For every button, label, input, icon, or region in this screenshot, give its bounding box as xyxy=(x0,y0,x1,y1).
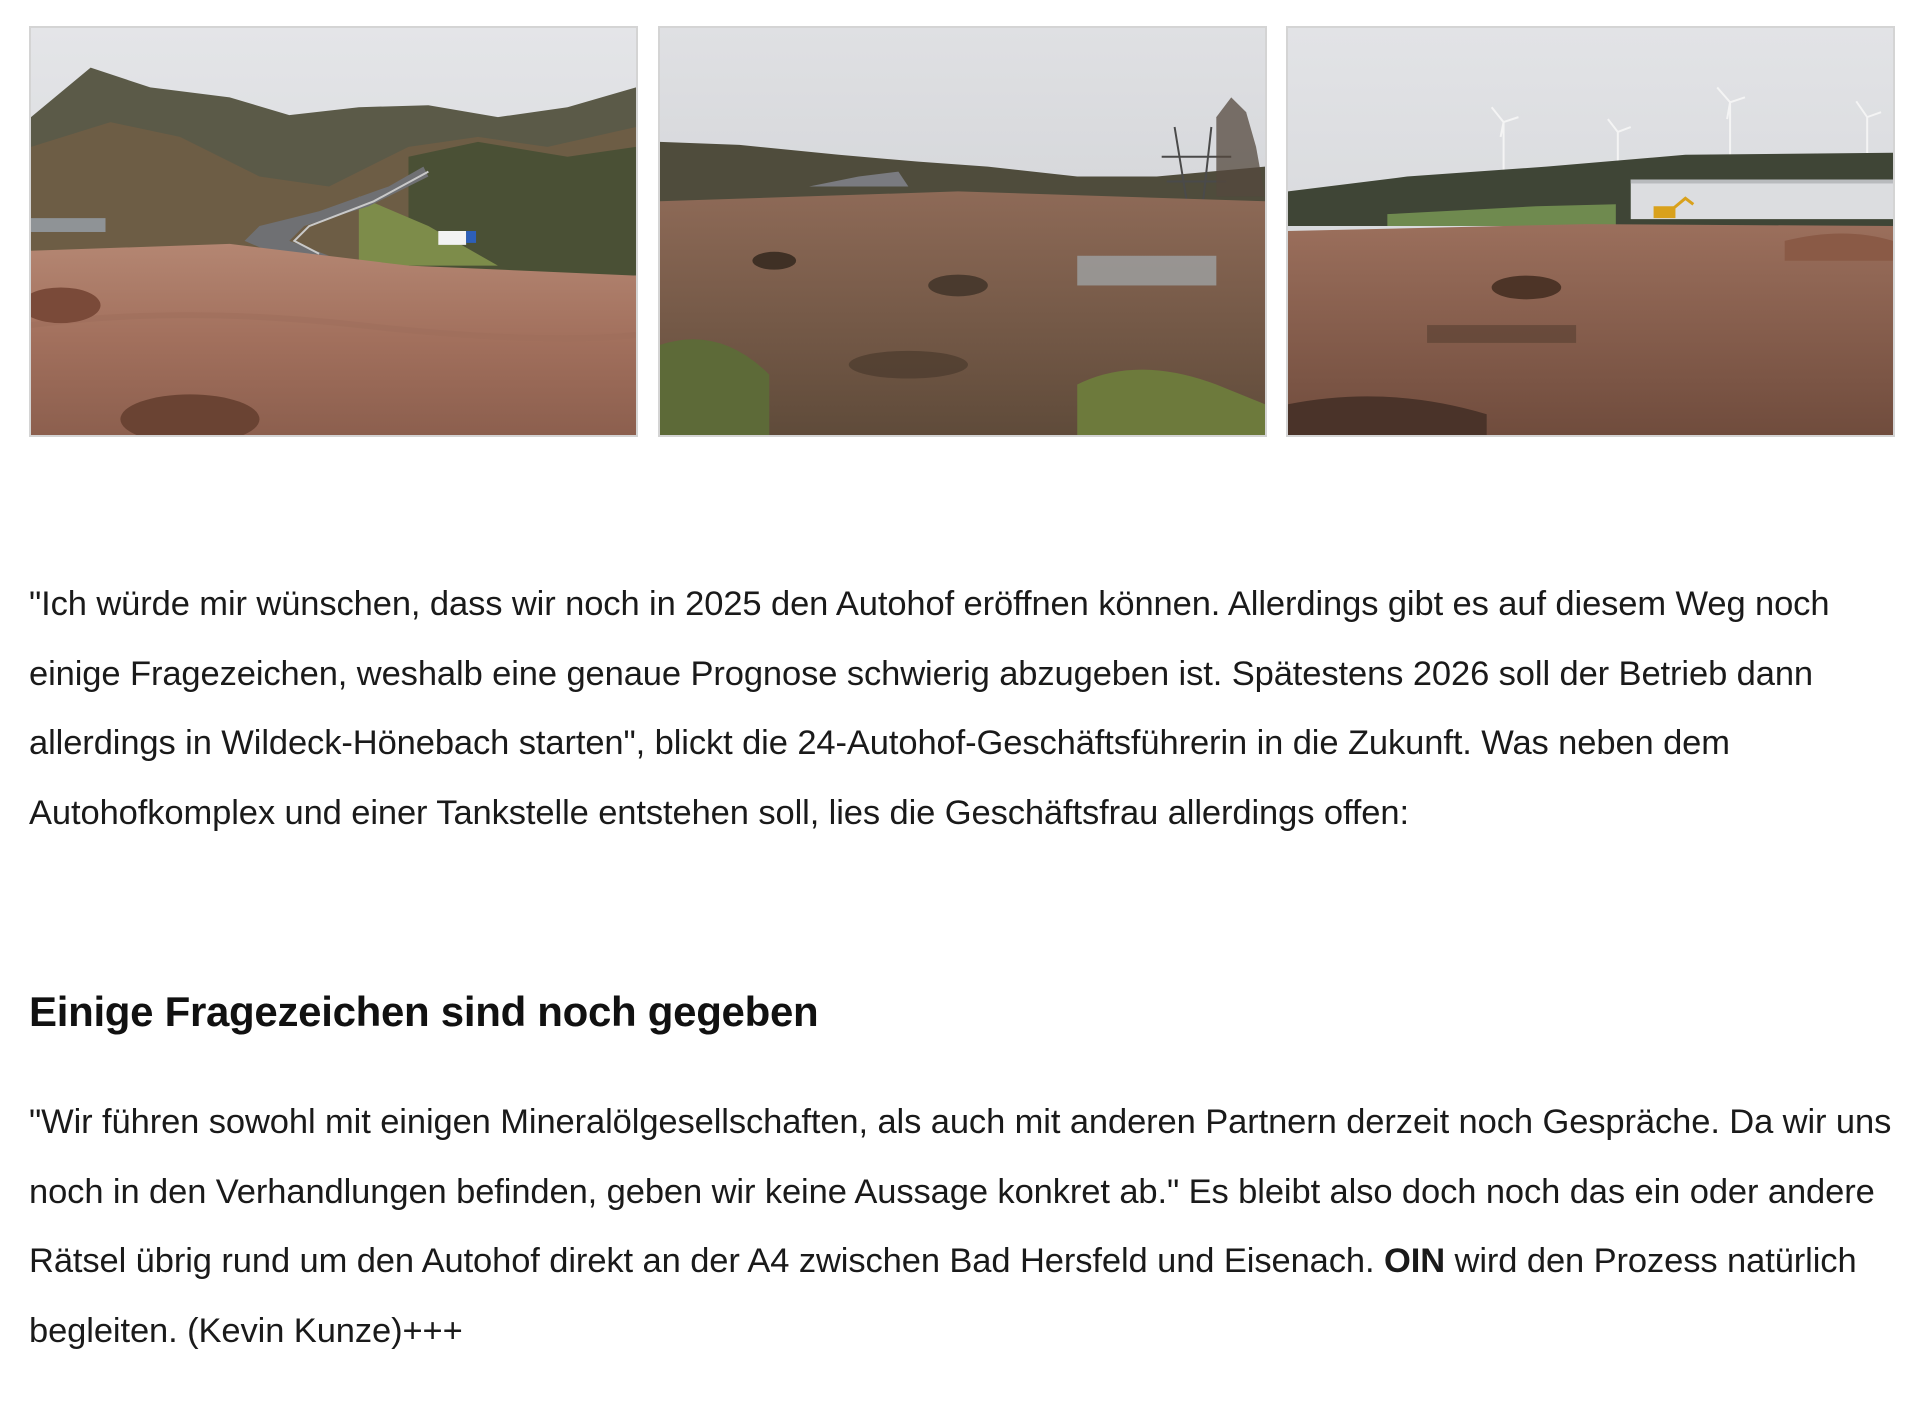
gallery-photo-3[interactable] xyxy=(1286,26,1895,437)
article-paragraph-2 xyxy=(29,1088,1909,1366)
gallery-photo-1[interactable] xyxy=(29,26,638,437)
photo-gallery xyxy=(29,26,1900,439)
brand-name: OIN xyxy=(1383,1242,1446,1280)
construction-site-highway-photo-icon xyxy=(31,28,636,435)
article-body xyxy=(29,570,1909,1350)
section-heading: Einige Fragezeichen sind noch gegeben xyxy=(29,988,819,1035)
paragraph-text: "Wir führen sowohl mit einigen Mineralölgesellschaften, als auch mit anderen Partnern derzeit noch Gespräche. Da wir uns noch in den Verhandlungen befinden, geben wir keine Aussage konkret ab." Es bleibt also doch noch das ein oder andere Rätsel übrig rund um den Autohof direkt an der A4 zwischen Bad Hersfeld und Eisenach. xyxy=(29,1103,1892,1280)
paragraph-text-end: wird den Prozess natürlich begleiten. (Kevin Kunze)+++ xyxy=(29,1242,1857,1350)
construction-site-warehouse-photo-icon xyxy=(1288,28,1893,435)
article-paragraph: "Ich würde mir wünschen, dass wir noch in 2025 den Autohof eröffnen können. Allerdings gibt es auf diesem Weg noch einige Fragezeichen, weshalb eine genaue Prognose schwierig abzugeben ist. Spätestens 2026 soll der Betrieb dann allerdings in Wildeck-Hönebach starten", blickt die 24-Autohof-Geschäftsführerin in die Zukunft. Was neben dem Autohofkomplex und einer Tankstelle entstehen soll, lies die Geschäftsfrau allerdings offen: xyxy=(29,585,1830,832)
construction-site-field-photo-icon xyxy=(660,28,1265,435)
gallery-photo-2[interactable] xyxy=(658,26,1267,437)
